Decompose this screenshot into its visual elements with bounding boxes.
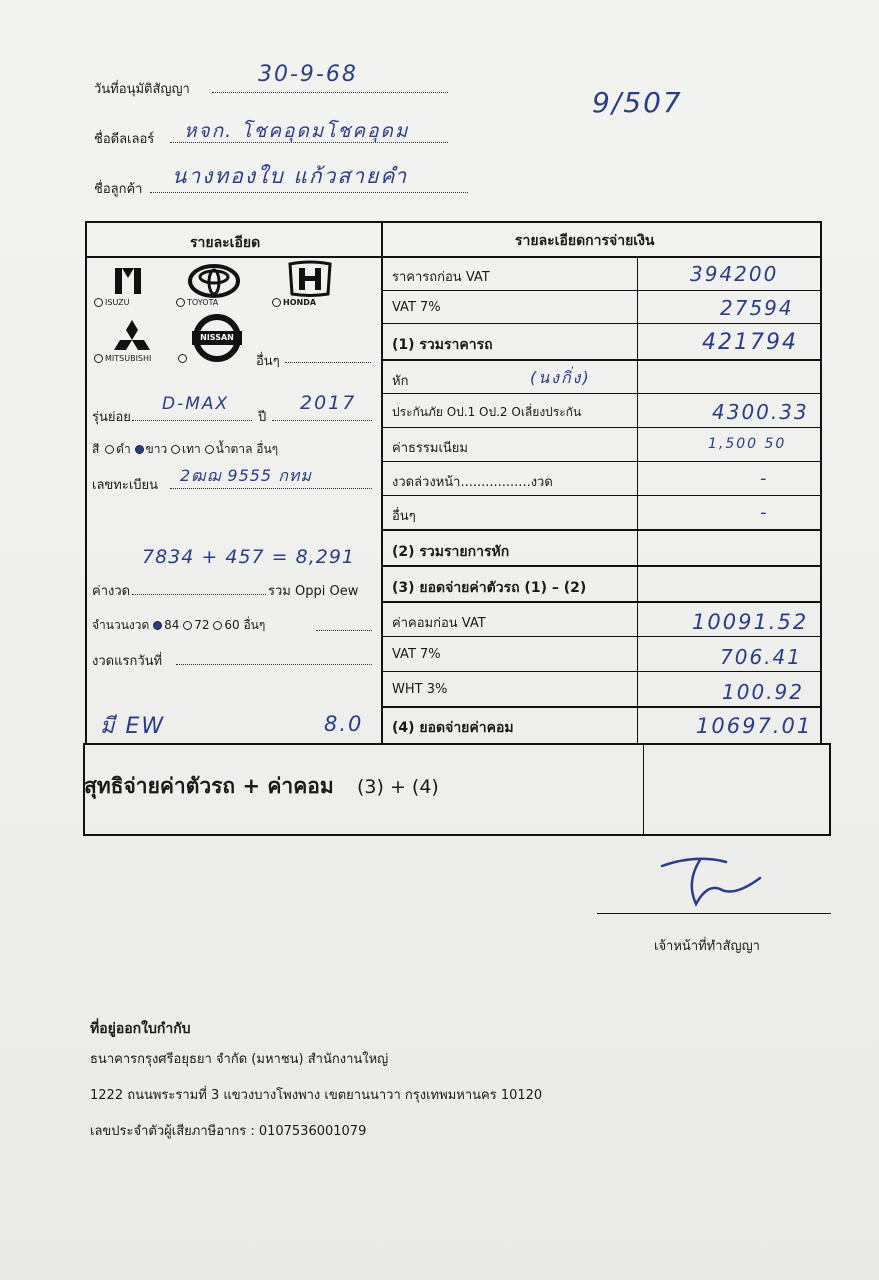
footer-tax-id: เลขประจำตัวผู้เสียภาษีอากร : 0107536001079: [90, 1124, 367, 1139]
value-commission-payment: 10697.01: [696, 714, 813, 738]
ew-note: มี EW: [100, 714, 166, 739]
row-commission-vat-label: VAT 7%: [392, 647, 441, 662]
row-price-before-vat-label: ราคารถก่อน VAT: [392, 270, 490, 285]
toyota-logo: [188, 264, 240, 298]
date-dotted-line: [212, 92, 448, 93]
first-due-label: งวดแรกวันที่: [92, 654, 163, 669]
plate-value: 2ฒฌ 9555 กทม: [180, 466, 312, 485]
color-option-3: เทา: [182, 442, 201, 456]
color-option-5: อื่นๆ: [256, 442, 279, 456]
signature-caption: เจ้าหน้าที่ทำสัญญา: [654, 939, 760, 954]
installment-suffix: รวม Oppi Oew: [268, 584, 359, 599]
signature-mark: [656, 852, 766, 916]
dealer-label: ชื่อดีลเลอร์: [94, 132, 155, 147]
footer-address: 1222 ถนนพระรามที่ 3 แขวงบางโพงพาง เขตยานนาวา กรุงเทพมหานคร 10120: [90, 1088, 543, 1103]
value-insurance: 4300.33: [712, 400, 809, 424]
mitsubishi-radio-icon: [94, 354, 103, 363]
model-value: D-MAX: [162, 394, 230, 414]
color-option-1: ดำ: [116, 442, 131, 456]
color-radio-icon-1: [105, 445, 114, 454]
terms-radio-icon-2: [183, 621, 192, 630]
row-commission-payment-label: (4) ยอดจ่ายค่าคอม: [392, 720, 514, 736]
isuzu-logo: [114, 264, 142, 296]
row-vat-label: VAT 7%: [392, 300, 441, 315]
installment-calculation: 7834 + 457 = 8,291: [142, 546, 356, 568]
row-other-label: อื่นๆ: [392, 509, 416, 524]
row-total-car-label: (1) รวมราคารถ: [392, 337, 493, 353]
row-car-payment-label: (3) ยอดจ่ายค่าตัวรถ (1) – (2): [392, 580, 587, 596]
row-fee-label: ค่าธรรมเนียม: [392, 441, 468, 456]
toyota-option: [176, 298, 218, 307]
terms-option-4: อื่นๆ: [243, 618, 266, 632]
row-advance-label: งวดล่วงหน้า.................งวด: [392, 475, 553, 490]
color-radio-icon-3: [171, 445, 180, 454]
value-total-car: 421794: [702, 330, 798, 355]
value-vat: 27594: [720, 296, 794, 320]
reference-number: 9/507: [592, 86, 683, 119]
isuzu-option: [94, 298, 130, 307]
model-label: รุ่นย่อย: [92, 410, 131, 425]
table-divider: [381, 221, 383, 745]
rate-note: 8.0: [324, 712, 364, 736]
row-insurance-label: ประกันภัย Oป.1 Oป.2 Oเลี่ยงประกัน: [392, 405, 582, 419]
terms-label: จำนวนงวด: [92, 618, 150, 632]
footer-title: ที่อยู่ออกใบกำกับ: [90, 1021, 191, 1037]
terms-radio-icon-1: [153, 621, 162, 630]
customer-label: ชื่อลูกค้า: [94, 182, 143, 197]
deduct-note: (นงกิ่ง): [530, 368, 591, 387]
isuzu-caption: ISUZU: [105, 298, 130, 307]
net-total-label: สุทธิจ่ายค่าตัวรถ + ค่าคอม: [84, 774, 334, 798]
net-total-formula: (3) + (4): [357, 776, 439, 798]
footer-bank-name: ธนาคารกรุงศรีอยุธยา จำกัด (มหาชน) สำนักงานใหญ่: [90, 1052, 389, 1067]
customer-value: นางทองใบ แก้วสายคำ: [172, 164, 409, 188]
color-label: สี: [92, 442, 100, 456]
honda-caption: HONDA: [283, 298, 317, 307]
left-panel-title: รายละเอียด: [190, 235, 261, 251]
value-commission-vat: 706.41: [720, 645, 802, 669]
value-wht: 100.92: [722, 680, 804, 704]
terms-option-2: 72: [194, 618, 210, 632]
honda-radio-icon: [272, 298, 281, 307]
color-row: [92, 440, 278, 459]
plate-label: เลขทะเบียน: [92, 478, 159, 493]
value-price-before-vat: 394200: [690, 262, 779, 286]
date-label: วันที่อนุมัติสัญญา: [94, 82, 190, 97]
color-radio-icon-4: [205, 445, 214, 454]
color-option-4: น้ำตาล: [215, 442, 253, 456]
toyota-caption: TOYOTA: [187, 298, 219, 307]
nissan-radio-icon: [178, 354, 187, 363]
color-radio-icon-2: [135, 445, 144, 454]
mitsubishi-logo: [112, 320, 152, 354]
date-value: 30-9-68: [258, 62, 358, 87]
terms-row: [92, 616, 265, 635]
row-wht-label: WHT 3%: [392, 682, 448, 697]
mitsubishi-option: [94, 354, 151, 363]
terms-option-1: 84: [164, 618, 180, 632]
year-value: 2017: [300, 392, 357, 414]
right-panel-title: รายละเอียดการจ่ายเงิน: [515, 233, 655, 249]
signature-line: [597, 913, 831, 914]
net-value-divider: [643, 743, 644, 836]
terms-radio-icon-3: [213, 621, 222, 630]
honda-logo: [286, 260, 334, 298]
year-label: ปี: [258, 410, 267, 425]
color-option-2: ขาว: [145, 442, 168, 456]
row-deduct-label: หัก: [392, 374, 409, 389]
net-total-label-row: [84, 770, 439, 803]
value-advance: -: [760, 468, 769, 489]
isuzu-radio-icon: [94, 298, 103, 307]
mitsubishi-caption: MITSUBISHI: [105, 354, 152, 363]
value-commission-before-vat: 10091.52: [692, 610, 809, 634]
nissan-logo: [192, 314, 242, 362]
row-commission-before-vat-label: ค่าคอมก่อน VAT: [392, 616, 486, 631]
row-total-deduct-label: (2) รวมรายการหัก: [392, 544, 510, 560]
toyota-radio-icon: [176, 298, 185, 307]
value-other: -: [760, 502, 769, 523]
installment-label: ค่างวด: [92, 584, 131, 599]
dealer-value: หจก. โชคอุดมโชคอุดม: [184, 120, 410, 142]
honda-option: [272, 298, 316, 307]
value-fee: 1,500 50: [708, 436, 787, 452]
nissan-caption: NISSAN: [200, 333, 234, 342]
terms-option-3: 60: [224, 618, 240, 632]
table-header-line: [85, 256, 822, 258]
other-brand-label: อื่นๆ: [256, 354, 280, 369]
